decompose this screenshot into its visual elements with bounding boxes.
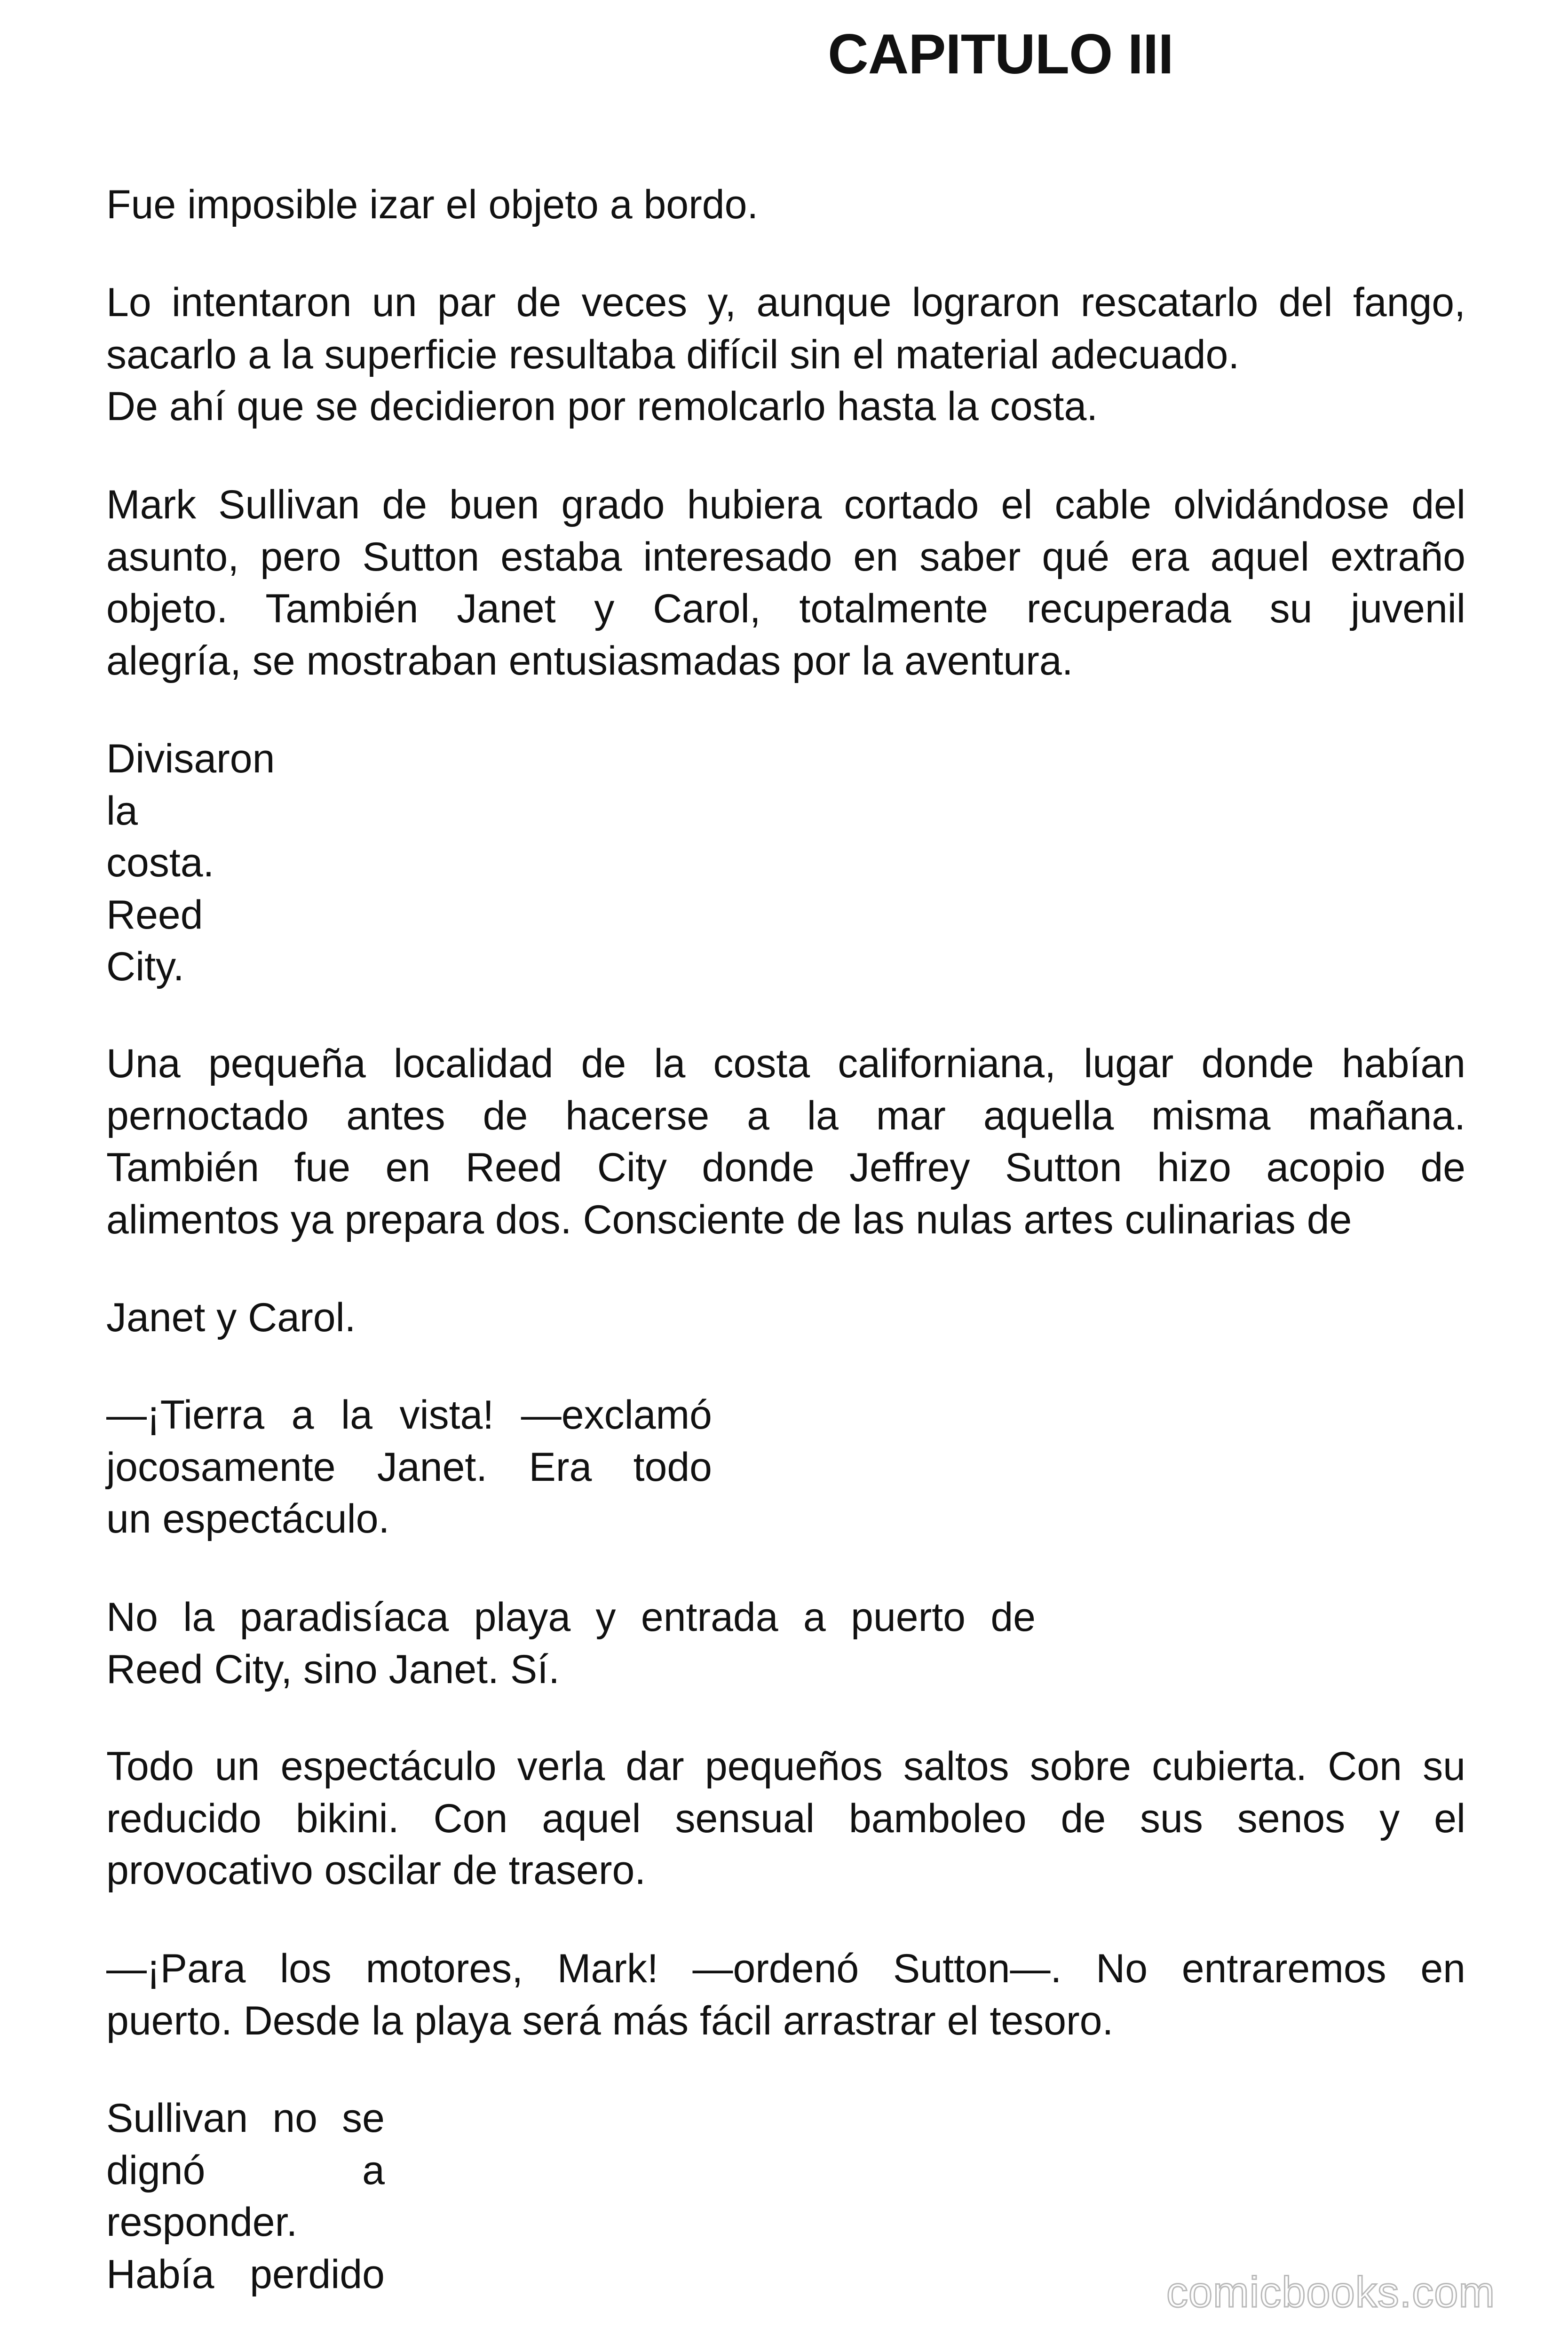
text-line: —¡Tierra a la vista! —exclamó [106,1392,712,1438]
paragraph-6 [106,1292,356,1344]
text-line: De ahí que se decidieron por remolcarlo hasta la costa. [106,384,1098,429]
text-line: Sullivan no se [106,2096,385,2141]
text-line: Todo un espectáculo verla dar pequeños saltos sobre cubierta. Con su [106,1744,1465,1789]
paragraph-1 [106,179,758,231]
text-line: responder. [106,2200,298,2245]
chapter-title: CAPITULO III [828,23,1173,86]
text-line: Lo intentaron un par de veces y, aunque lograron rescatarlo del fango, [106,280,1465,325]
text-line: También fue en Reed City donde Jeffrey Sutton hizo acopio de [106,1145,1465,1190]
text-line: City. [106,944,184,989]
text-line: Mark Sullivan de buen grado hubiera cortado el cable olvidándose del [106,482,1465,527]
text-line: asunto, pero Sutton estaba interesado en saber qué era aquel extraño [106,534,1465,580]
text-line: reducido bikini. Con aquel sensual bamboleo de sus senos y el [106,1796,1465,1841]
paragraph-3 [106,479,1465,687]
paragraph-4 [106,733,275,993]
text-line: Divisaron [106,736,275,781]
paragraph-9 [106,1740,1465,1897]
paragraph-5 [106,1038,1465,1246]
text-line: Fue imposible izar el objeto a bordo. [106,182,759,227]
text-line: alimentos ya prepara dos. Consciente de las nulas artes culinarias de [106,1197,1352,1242]
text-line: Una pequeña localidad de la costa californiana, lugar donde habían [106,1041,1465,1086]
text-line: jocosamente Janet. Era todo [106,1444,712,1490]
text-line: alegría, se mostraban entusiasmadas por la aventura. [106,638,1073,683]
paragraph-7 [106,1389,712,1545]
text-line: la [106,788,138,834]
text-line: No la paradisíaca playa y entrada a puerto de [106,1595,1036,1640]
text-line: puerto. Desde la playa será más fácil arrastrar el tesoro. [106,1998,1114,2043]
text-line: sacarlo a la superficie resultaba difícil sin el material adecuado. [106,332,1240,377]
text-line: Reed [106,892,203,938]
watermark: comicbooks.com [1166,2268,1496,2316]
text-line: dignó a [106,2147,385,2193]
text-line: un espectáculo. [106,1496,390,1542]
paragraph-10 [106,1943,1465,2047]
text-line: Reed City, sino Janet. Sí. [106,1646,560,1692]
text-line: —¡Para los motores, Mark! —ordenó Sutton—. No entraremos en [106,1946,1465,1991]
text-line: pernoctado antes de hacerse a la mar aquella misma mañana. [106,1093,1465,1138]
text-line: objeto. También Janet y Carol, totalmente recuperada su juvenil [106,586,1465,631]
paragraph-11 [106,2092,385,2300]
text-line: Había perdido [106,2251,385,2297]
paragraph-2 [106,277,1465,433]
text-line: costa. [106,840,214,885]
text-line: Janet y Carol. [106,1295,356,1340]
text-line: provocativo oscilar de trasero. [106,1848,646,1893]
paragraph-8 [106,1591,1036,1695]
